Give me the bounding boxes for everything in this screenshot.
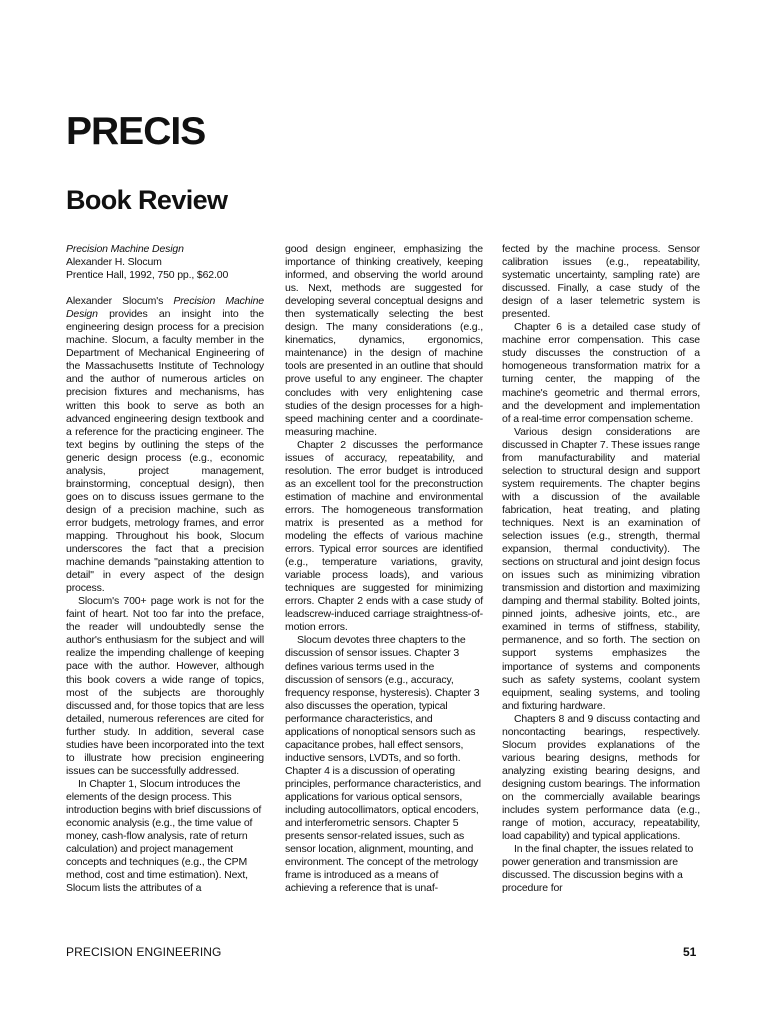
- text-column-1: [66, 243, 264, 895]
- paragraph-text: Alexander Slocum's: [66, 295, 174, 308]
- paragraph: Slocum's 700+ page work is not for the faint of heart. Not too far into the preface, the reader will undoubtedly sense the author's enthusiasm for the subject and will realize the impending challenge of keeping pace with the author. However, although this book covers a wide range of topics, most of the subjects are thoroughly discussed and, for those topics that are less detailed, numerous references are cited for further study. In addition, several case studies have been incorporated into the text to illustrate how precision engineering issues can be successfully addressed.: [66, 595, 264, 777]
- paragraph: Slocum devotes three chapters to the discussion of sensor issues. Chapter 3 defines various terms used in the discussion of sensors (e.g., accuracy, frequency response, hysteresis). Chapter 3 also discusses the operation, typical performance characteristics, and applications of nonoptical sensors such as capacitance probes, hall effect sensors, inductive sensors, LVDTs, and so forth. Chapter 4 is a discussion of operating principles, performance characteristics, and applications for various optical sensors, including autocollimators, optical encoders, and interferometric sensors. Chapter 5 presents sensor-related issues, such as sensor location, alignment, mounting, and environment. The concept of the metrology frame is introduced as a means of achieving a reference that is unaf-: [285, 634, 481, 895]
- paragraph: Chapters 8 and 9 discuss contacting and noncontacting bearings, respectively. Slocum provides explanations of the various bearing designs, methods for analyzing existing bearing designs, and designing custom bearings. The information on the commercially available bearings includes system performance data (e.g., range of motion, accuracy, repeatability, load capability) and typical applications.: [502, 712, 700, 843]
- book-publisher-info: Prentice Hall, 1992, 750 pp., $62.00: [66, 269, 229, 282]
- book-title-reference: Precision Machine Design: [66, 295, 264, 321]
- journal-name: PRECISION ENGINEERING: [66, 945, 222, 959]
- book-author: Alexander H. Slocum: [66, 256, 162, 269]
- paragraph: good design engineer, emphasizing the importance of thinking creatively, keeping informed, and observing the world around us. Next, methods are suggested for developing several conceptual designs and then systematically selecting the best design. The many considerations (e.g., kinematics, dynamics, ergonomics, maintenance) in the design of machine tools are presented in an outline that should prove useful to any engineer. The chapter concludes with very enlightening case studies of the design processes for a high-speed machining center and a coordinate-measuring machine.: [285, 243, 483, 438]
- subsection-title: Book Review: [66, 185, 228, 215]
- text-column-3: [502, 243, 700, 895]
- paragraph: Various design considerations are discussed in Chapter 7. These issues range from manufacturability and material selection to structural design and support system requirements. The chapter begins with a discussion of the available fabrication, heat treating, and plating techniques. Next is an examination of selection issues (e.g., strength, thermal expansion, thermal conductivity). The sections on structural and joint design focus on issues such as minimizing vibration transmission and distortion and maximizing damping and thermal stability. Bolted joints, pinned joints, adhesive joints, etc., are examined in terms of stiffness, stability, permanence, and so forth. The section on support systems emphasizes the importance of systems and components such as safety systems, coolant system equipment, sealing systems, and tooling and fixturing hardware.: [502, 425, 700, 712]
- paragraph: In Chapter 1, Slocum introduces the elements of the design process. This introduction begins with brief discussions of economic analysis (e.g., the time value of money, cash-flow analysis, rate of return calculation) and project management concepts and techniques (e.g., the CPM method, cost and time estimation). Next, Slocum lists the attributes of a: [66, 777, 262, 895]
- section-title: PRECIS: [66, 110, 206, 153]
- paragraph: Chapter 6 is a detailed case study of machine error compensation. This case study discusses the construction of a homogeneous transformation matrix for a turning center, the mapping of the machine's geometric and thermal errors, and the development and implementation of a real-time error compensation scheme.: [502, 321, 700, 425]
- text-column-2: [285, 243, 483, 895]
- paragraph: Chapter 2 discusses the performance issues of accuracy, repeatability, and resolution. The error budget is introduced as an excellent tool for the preconstruction estimation of machine and environmental errors. The homogeneous transformation matrix is presented as a method for modeling the effects of various machine errors. Typical error sources are identified (e.g., temperature variations, gravity, variable process loads), and various techniques are suggested for minimizing errors. Chapter 2 ends with a case study of leadscrew-induced carriage straightness-of-motion errors.: [285, 438, 483, 634]
- book-info: [66, 243, 264, 282]
- book-title: Precision Machine Design: [66, 243, 184, 255]
- paragraph: In the final chapter, the issues related to power generation and transmission are discussed. The discussion begins with a procedure for: [502, 843, 694, 895]
- paragraph: [66, 295, 264, 595]
- page-number: 51: [683, 945, 697, 959]
- paragraph: fected by the machine process. Sensor calibration issues (e.g., repeatability, systematic uncertainty, sampling rate) are discussed. Finally, a case study of the design of a laser telemetric system is presented.: [502, 243, 700, 321]
- paragraph-text: provides an insight into the engineering design process for a precision machine. Slocum, a faculty member in the Department of Mechanical Engineering of the Massachusetts Institute of Technology and the author of numerous articles on precision fixtures and mechanisms, has written this book to serve as both an advanced engineering design textbook and a reference for the practicing engineer. The text begins by outlining the steps of the generic design process (e.g., economic analysis, project management, brainstorming, conceptual design), then goes on to discuss issues germane to the design of a precision machine, such as error budgets, metrology frames, and error mapping. Throughout his book, Slocum underscores the fact that a precision machine demands "painstaking attention to detail" in every aspect of the design process.: [66, 308, 264, 595]
